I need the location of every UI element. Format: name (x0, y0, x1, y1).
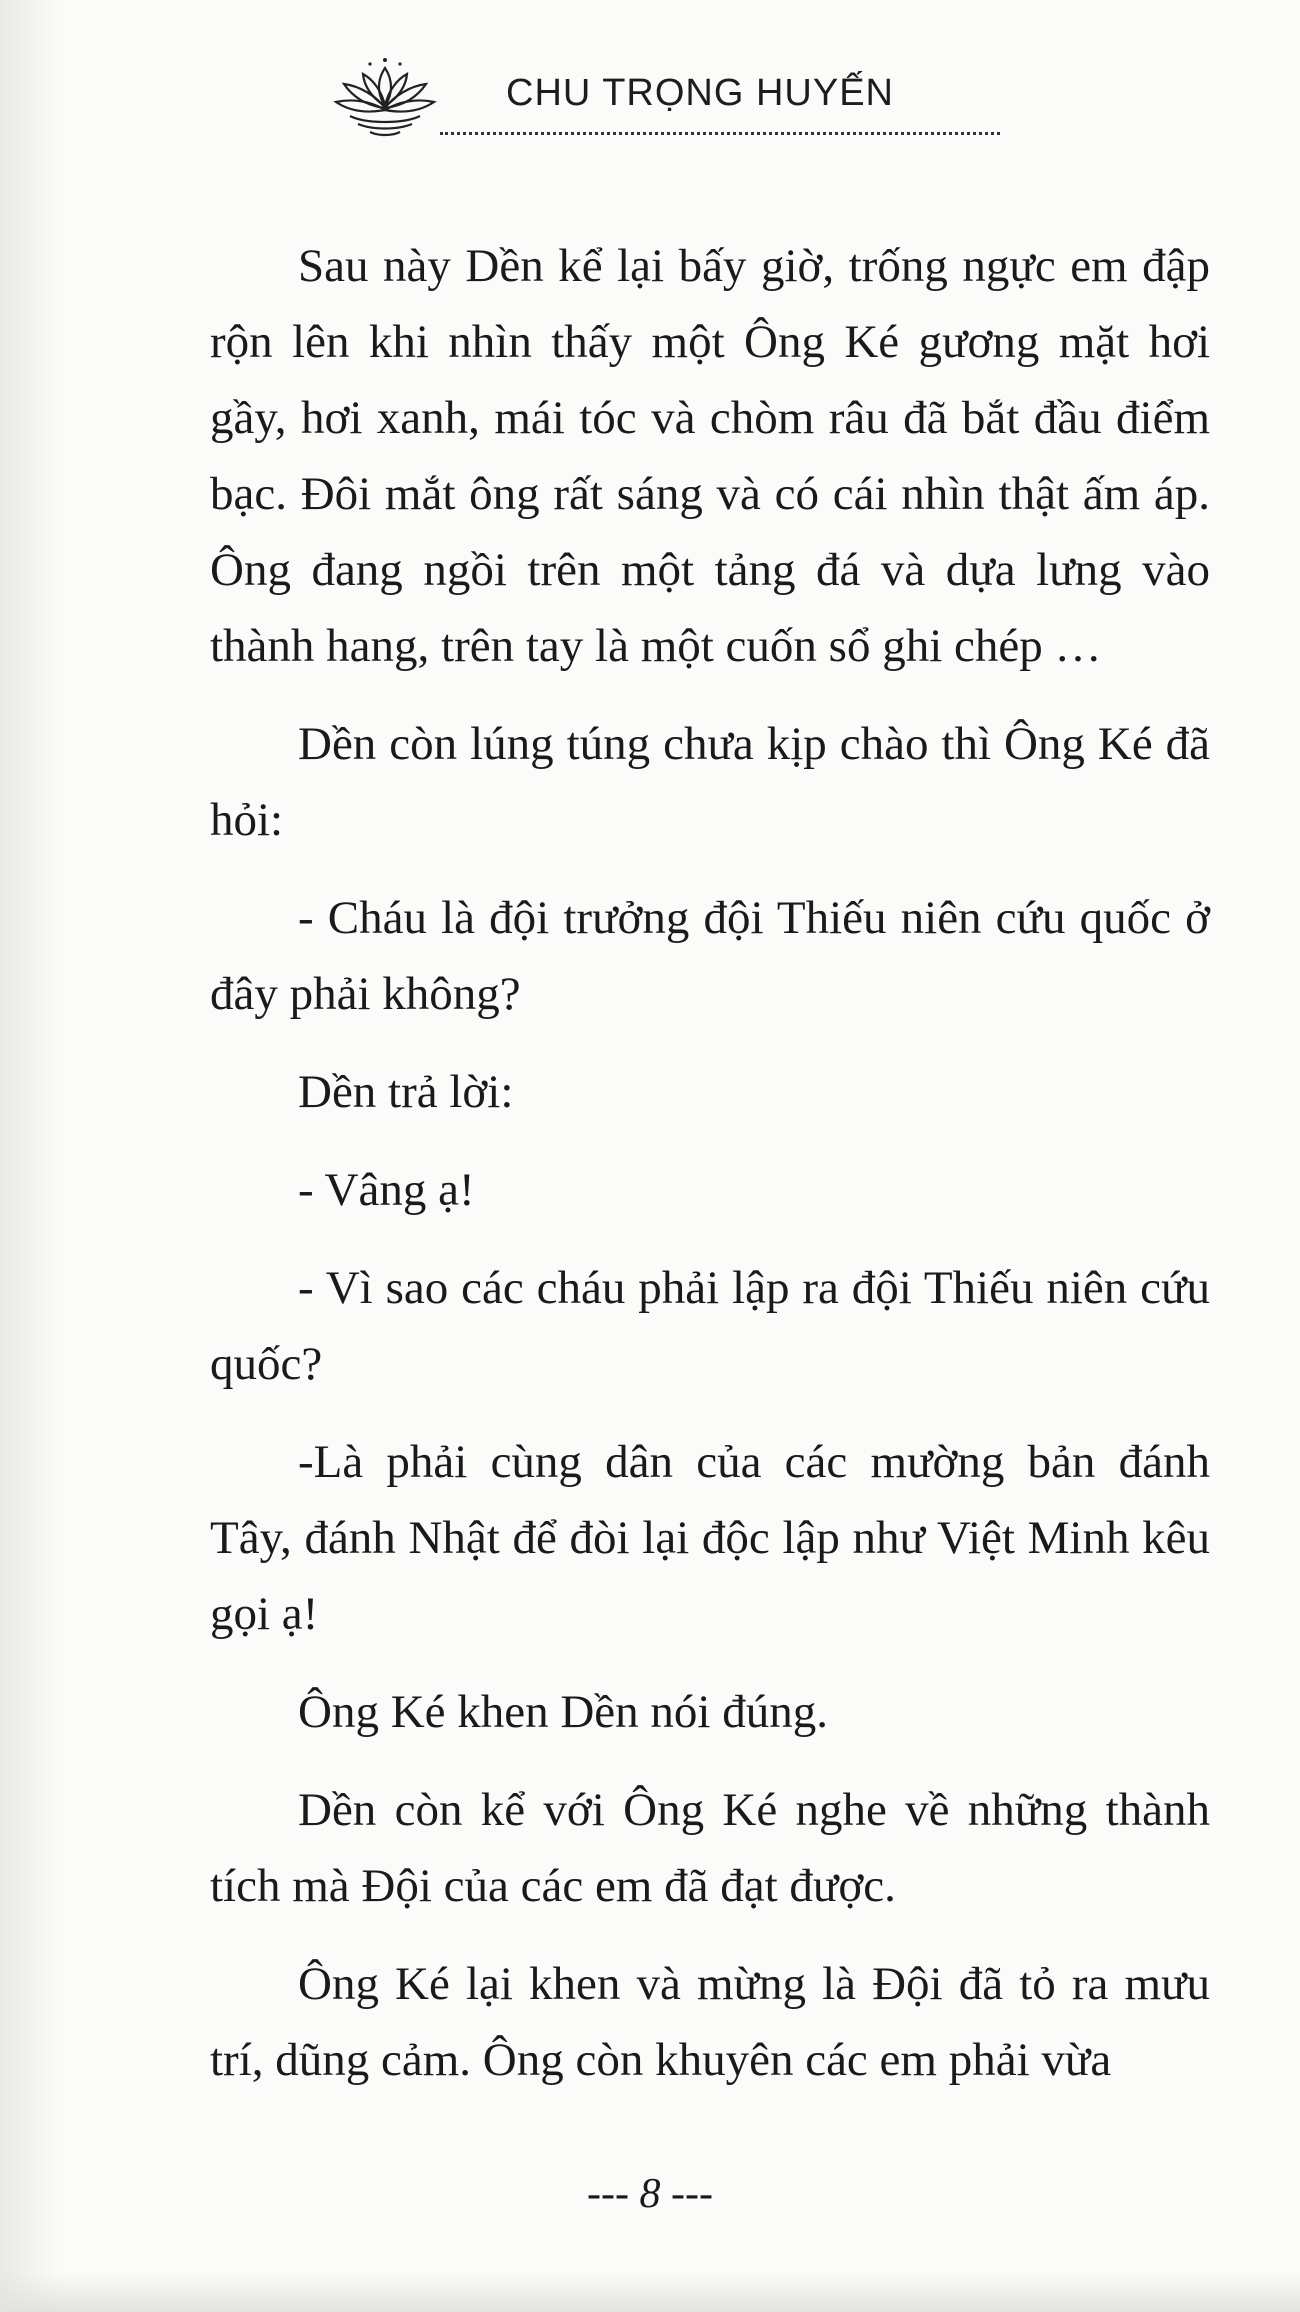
paragraph: Ông Ké lại khen và mừng là Đội đã tỏ ra mưu trí, dũng cảm. Ông còn khuyên các em phải vừa (210, 1958, 1210, 2086)
paragraph: - Vâng ạ! (298, 1164, 475, 1216)
paragraph: - Vì sao các cháu phải lập ra đội Thiếu niên cứu quốc? (210, 1262, 1210, 1390)
paragraph: Dền còn kể với Ông Ké nghe về những thành tích mà Đội của các em đã đạt được. (210, 1784, 1210, 1912)
paragraph: -Là phải cùng dân của các mường bản đánh Tây, đánh Nhật để đòi lại độc lập như Việt Minh kêu gọi ạ! (210, 1436, 1210, 1640)
header-dotted-rule (440, 132, 1000, 135)
page-edge-shadow (0, 0, 60, 2312)
page-bottom-shadow (0, 2272, 1300, 2312)
paragraph: - Cháu là đội trưởng đội Thiếu niên cứu quốc ở đây phải không? (210, 892, 1210, 1020)
paragraph: Ông Ké khen Dền nói đúng. (298, 1686, 828, 1738)
paragraph: Dền trả lời: (298, 1066, 514, 1118)
paragraph: Dền còn lúng túng chưa kịp chào thì Ông Ké đã hỏi: (210, 718, 1210, 846)
paragraph: Sau này Dền kể lại bấy giờ, trống ngực em đập rộn lên khi nhìn thấy một Ông Ké gương mặt hơi gầy, hơi xanh, mái tóc và chòm râu đã bắt đầu điểm bạc. Đôi mắt ông rất sáng và có cái nhìn thật ấm áp. Ông đang ngồi trên một tảng đá và dựa lưng vào thành hang, trên tay là một cuốn sổ ghi chép … (210, 240, 1210, 672)
header-author: CHU TRỌNG HUYẾN (506, 72, 894, 114)
page-number: 8 (639, 2171, 661, 2217)
folio-dash-right: --- (671, 2171, 713, 2217)
body-text (210, 228, 1210, 2120)
lotus-icon (330, 50, 440, 150)
page-number-footer (0, 2170, 1300, 2218)
running-header (320, 50, 1000, 150)
folio-dash-left: --- (587, 2171, 629, 2217)
